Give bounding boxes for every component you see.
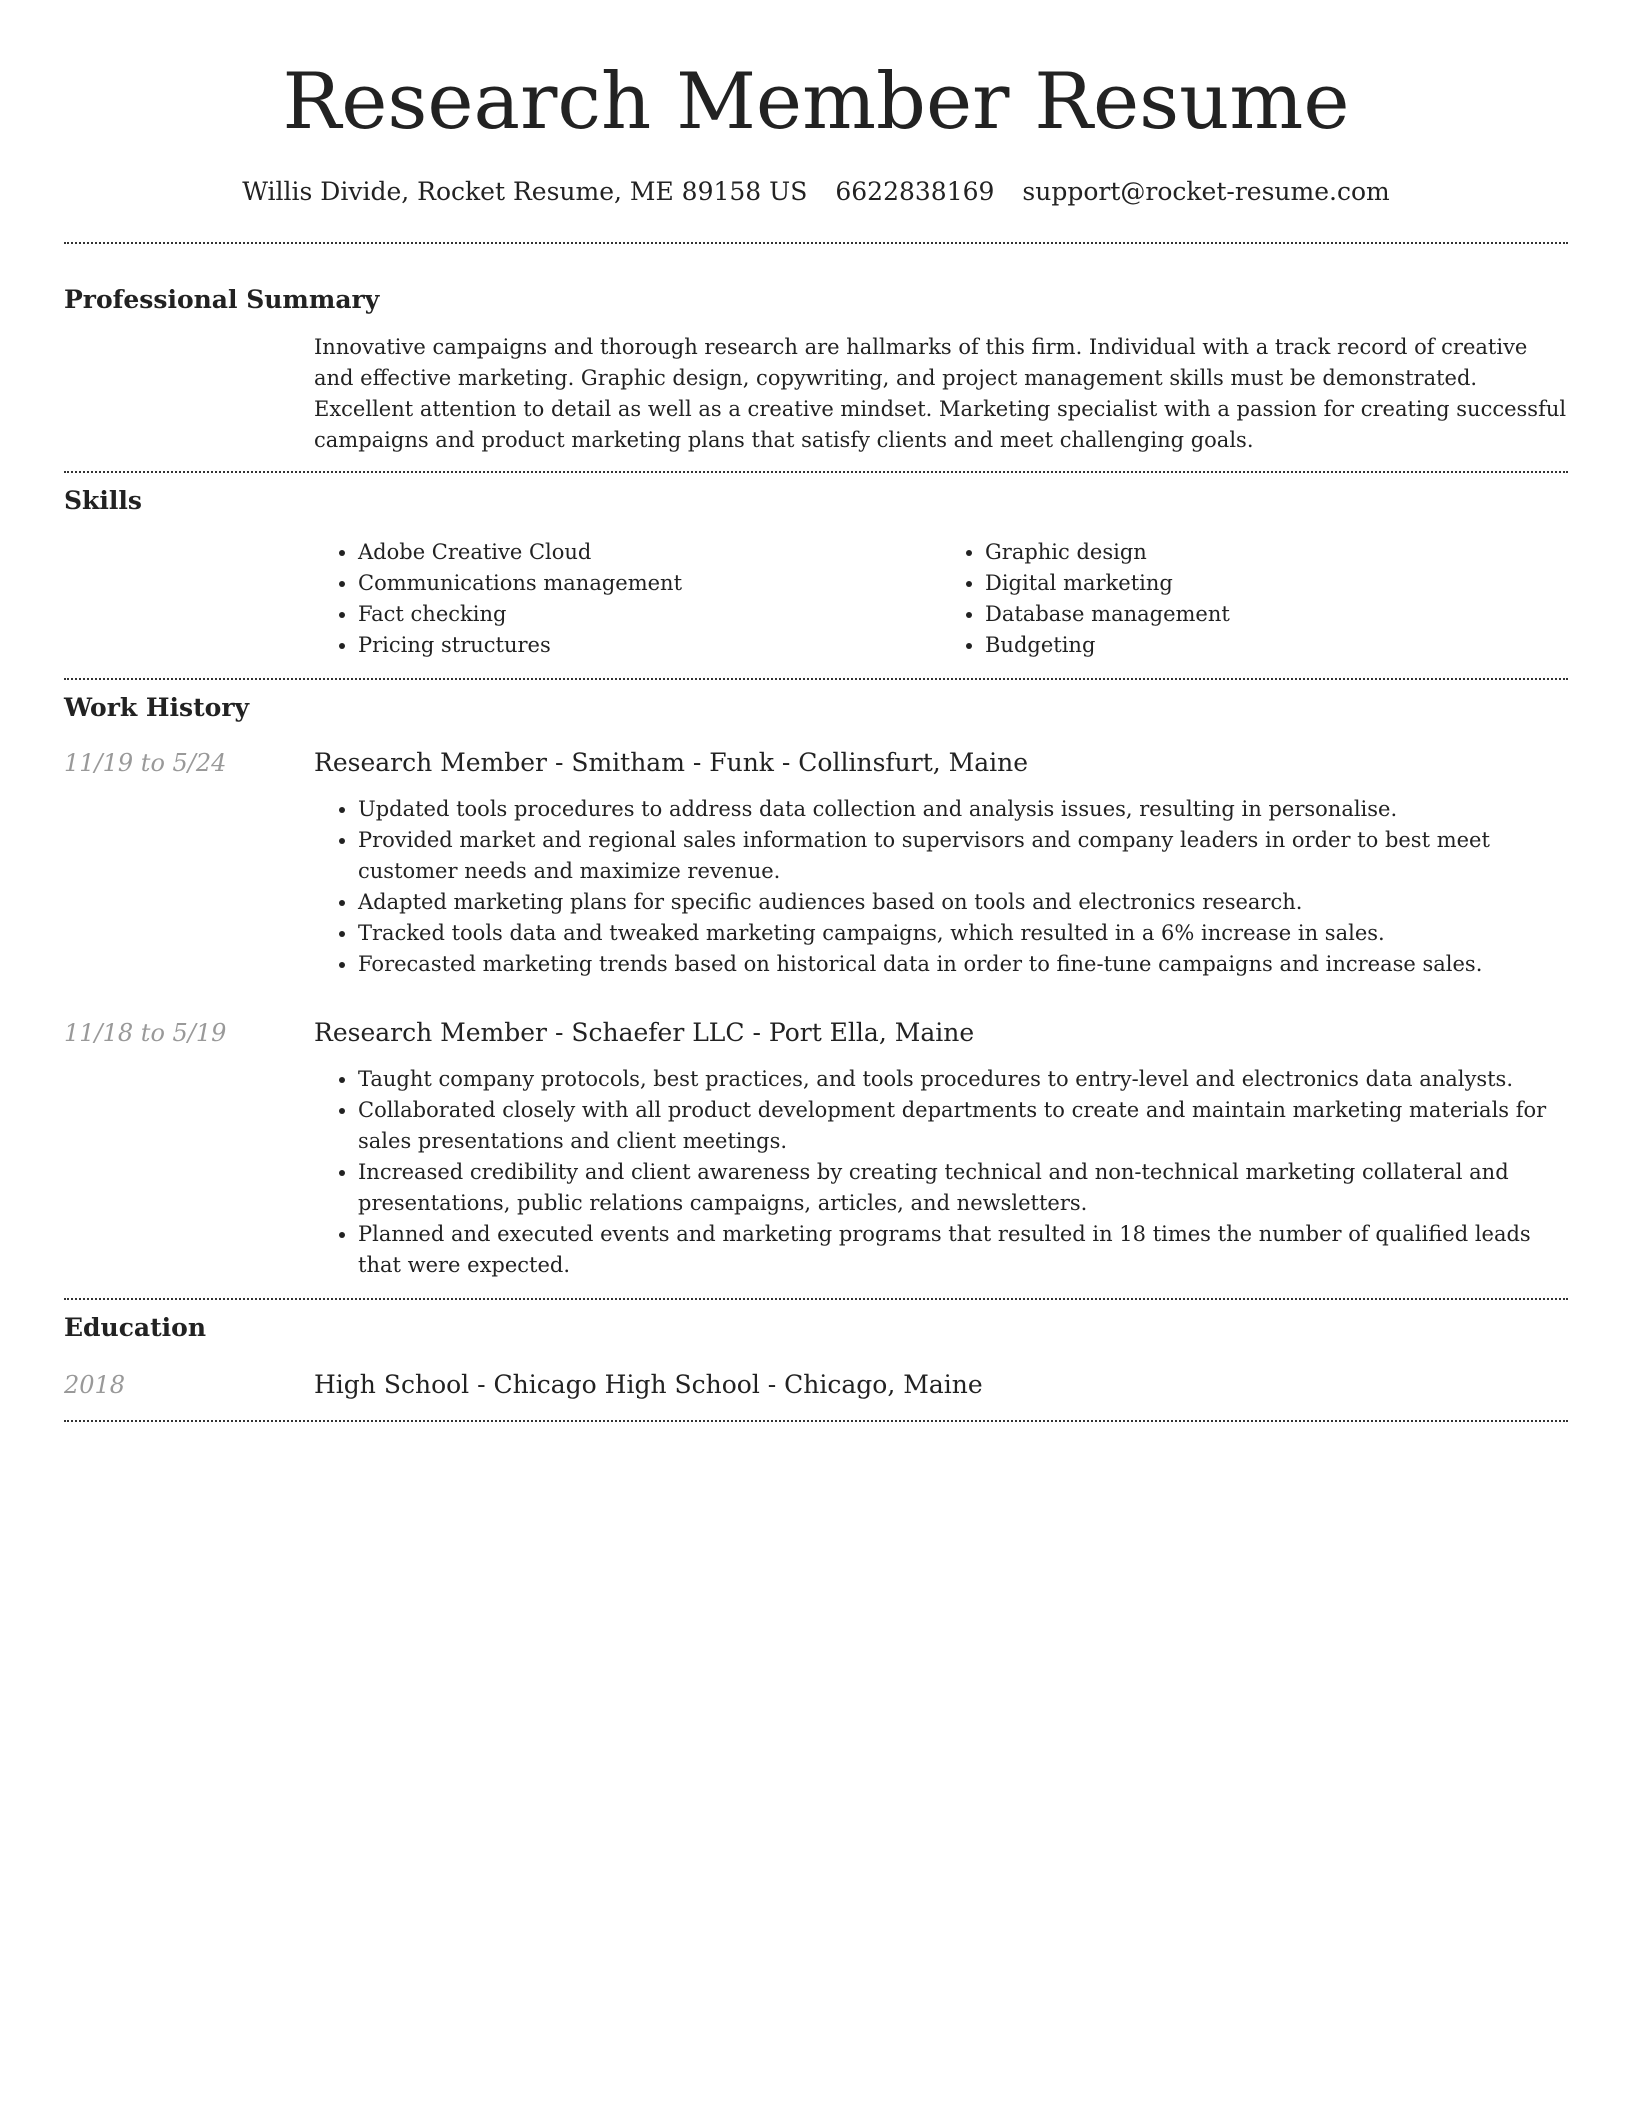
skills-list-right [941,537,1568,661]
job-title: Research Member - Schaefer LLC - Port Ella, Maine [314,1018,975,1047]
summary-section [64,244,1568,456]
skill-item: • Digital marketing [985,568,1568,599]
contact-address: Willis Divide, Rocket Resume, ME 89158 US [242,177,808,206]
job-bullet: • Increased credibility and client awareness by creating technical and non-technical marketing collateral and presentations, public relations campaigns, articles, and newsletters. [358,1157,1568,1219]
skills-section [64,473,1568,661]
contact-line [64,174,1568,210]
divider [64,1420,1568,1422]
section-title-summary: Professional Summary [64,285,380,314]
job-bullet: • Forecasted marketing trends based on historical data in order to fine-tune campaigns and increase sales. [358,949,1568,980]
contact-phone: 6622838169 [835,177,995,206]
job-bullet: • Taught company protocols, best practices, and tools procedures to entry-level and electronics data analysts. [358,1064,1568,1095]
contact-email: support@rocket-resume.com [1022,177,1390,206]
job-dates: 11/19 to 5/24 [64,749,227,777]
education-year: 2018 [64,1371,126,1399]
job-bullet: • Updated tools procedures to address data collection and analysis issues, resulting in personalise. [358,794,1568,825]
job-bullet: • Adapted marketing plans for specific audiences based on tools and electronics research. [358,887,1568,918]
skill-item: • Graphic design [985,537,1568,568]
job-bullet: • Tracked tools data and tweaked marketing campaigns, which resulted in a 6% increase in sales. [358,918,1568,949]
section-title-work: Work History [64,693,250,722]
work-history-section [64,680,1568,1281]
skills-list-left [314,537,941,661]
skill-item: • Fact checking [358,599,941,630]
job-title: Research Member - Smitham - Funk - Collinsfurt, Maine [314,748,1029,777]
resume-title: Research Member Resume [282,57,1350,147]
job-bullets [314,1064,1568,1281]
job-bullet: • Provided market and regional sales information to supervisors and company leaders in order to best meet customer needs and maximize revenue. [358,825,1568,887]
job-bullet: • Planned and executed events and marketing programs that resulted in 18 times the number of qualified leads that were expected. [358,1219,1568,1281]
summary-text: Innovative campaigns and thorough research are hallmarks of this firm. Individual with a track record of creative and effective marketing. Graphic design, copywriting, and project management skills must be demonstrated. Excellent attention to detail as well as a creative mindset. Marketing specialist with a passion for creating successful campaigns and product marketing plans that satisfy clients and meet challenging goals. [314,335,1567,452]
skill-item: • Pricing structures [358,630,941,661]
job-dates: 11/18 to 5/19 [64,1019,227,1047]
job-entry [64,746,1568,980]
job-bullet: • Collaborated closely with all product development departments to create and maintain marketing materials for sales presentations and client meetings. [358,1095,1568,1157]
job-bullets [314,794,1568,980]
skill-item: • Adobe Creative Cloud [358,537,941,568]
education-title: High School - Chicago High School - Chicago, Maine [314,1370,983,1399]
skill-item: • Communications management [358,568,941,599]
section-title-education: Education [64,1313,207,1342]
job-entry [64,1016,1568,1281]
section-title-skills: Skills [64,486,142,515]
education-section [64,1300,1568,1402]
skill-item: • Budgeting [985,630,1568,661]
skill-item: • Database management [985,599,1568,630]
